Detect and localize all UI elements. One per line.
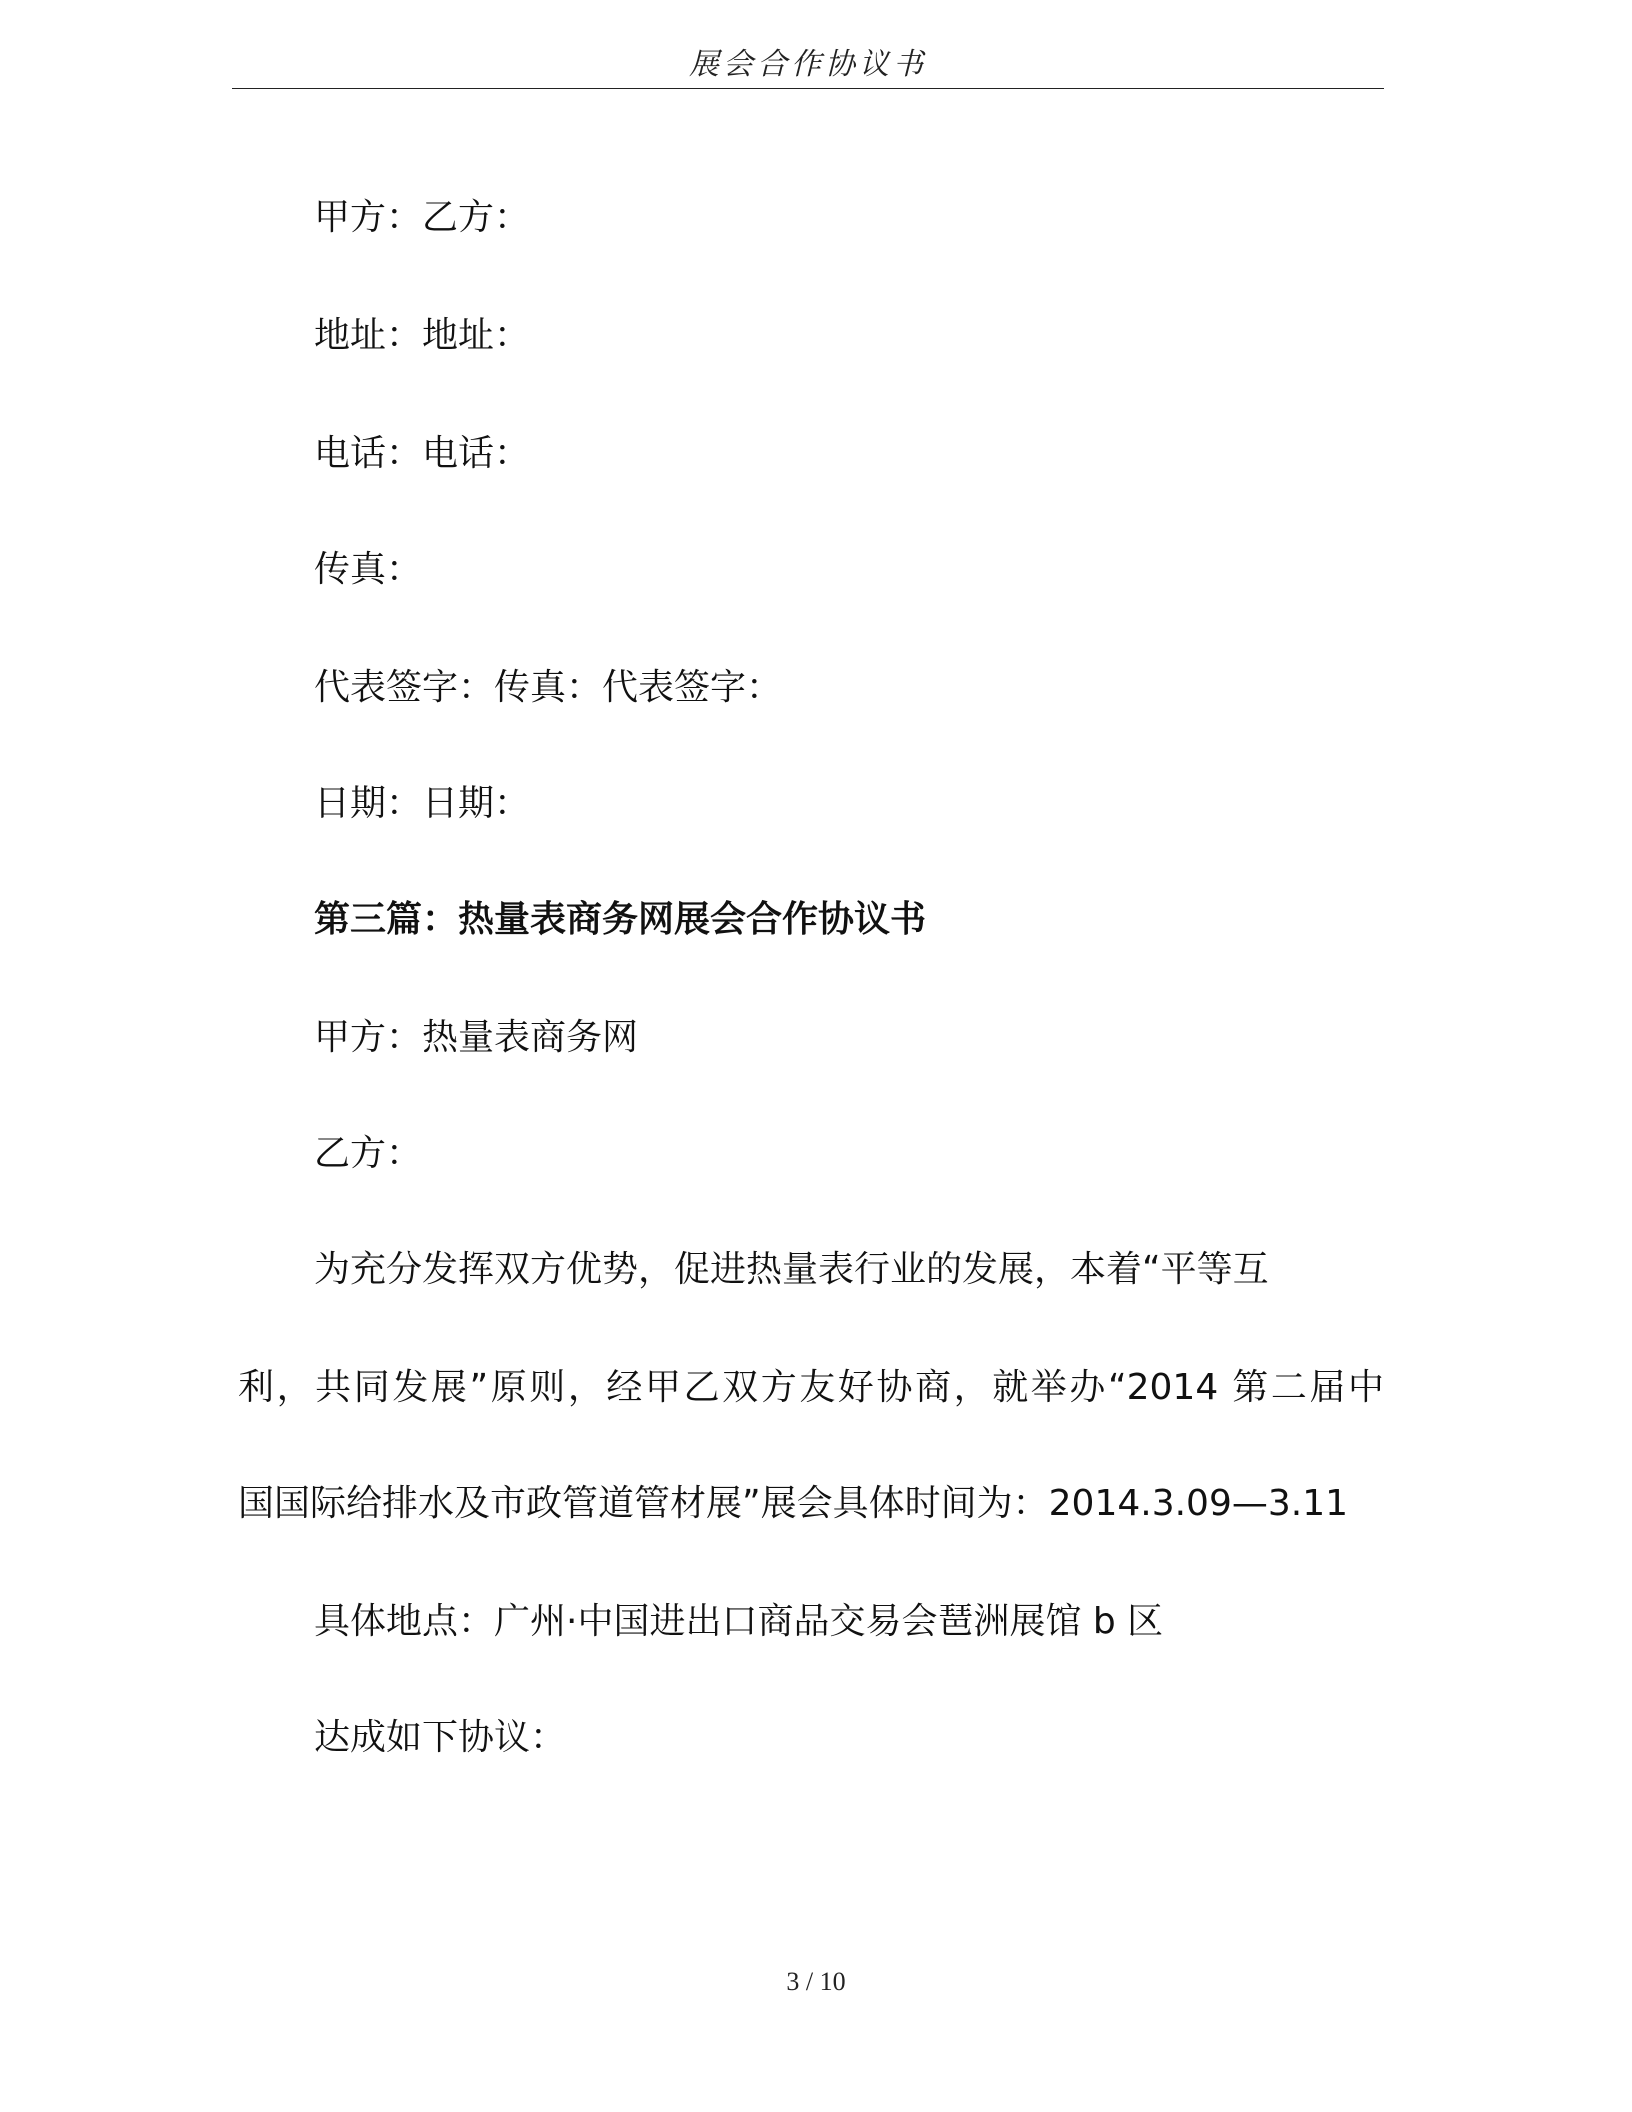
party-b-line: 乙方：: [314, 1133, 423, 1174]
fax-line: 传真：: [314, 549, 423, 590]
agreement-line: 达成如下协议：: [314, 1717, 567, 1758]
phone-line: 电话：电话：: [314, 433, 531, 474]
party-a-b-line: 甲方：乙方：: [314, 197, 531, 238]
paragraph-line-3: 国国际给排水及市政管道管材展”展会具体时间为：2014.3.09—3.11: [238, 1483, 1349, 1524]
signature-line: 代表签字：传真：代表签字：: [314, 667, 783, 708]
header-title: 展会合作协议书: [689, 47, 927, 82]
paragraph-line-2: 利，共同发展”原则，经甲乙双方友好协商，就举办“2014 第二届中: [238, 1367, 1384, 1408]
date-line: 日期：日期：: [314, 783, 531, 824]
page-header: [232, 44, 1384, 89]
address-line: 地址：地址：: [314, 315, 531, 356]
party-a-line: 甲方：热量表商务网: [314, 1017, 639, 1058]
section-title: 第三篇：热量表商务网展会合作协议书: [314, 899, 927, 940]
venue-line: 具体地点：广州·中国进出口商品交易会琶洲展馆 b 区: [314, 1601, 1164, 1642]
paragraph-line-1: 为充分发挥双方优势，促进热量表行业的发展，本着“平等互: [314, 1249, 1269, 1290]
page-number: 3 / 10: [786, 1967, 846, 1996]
